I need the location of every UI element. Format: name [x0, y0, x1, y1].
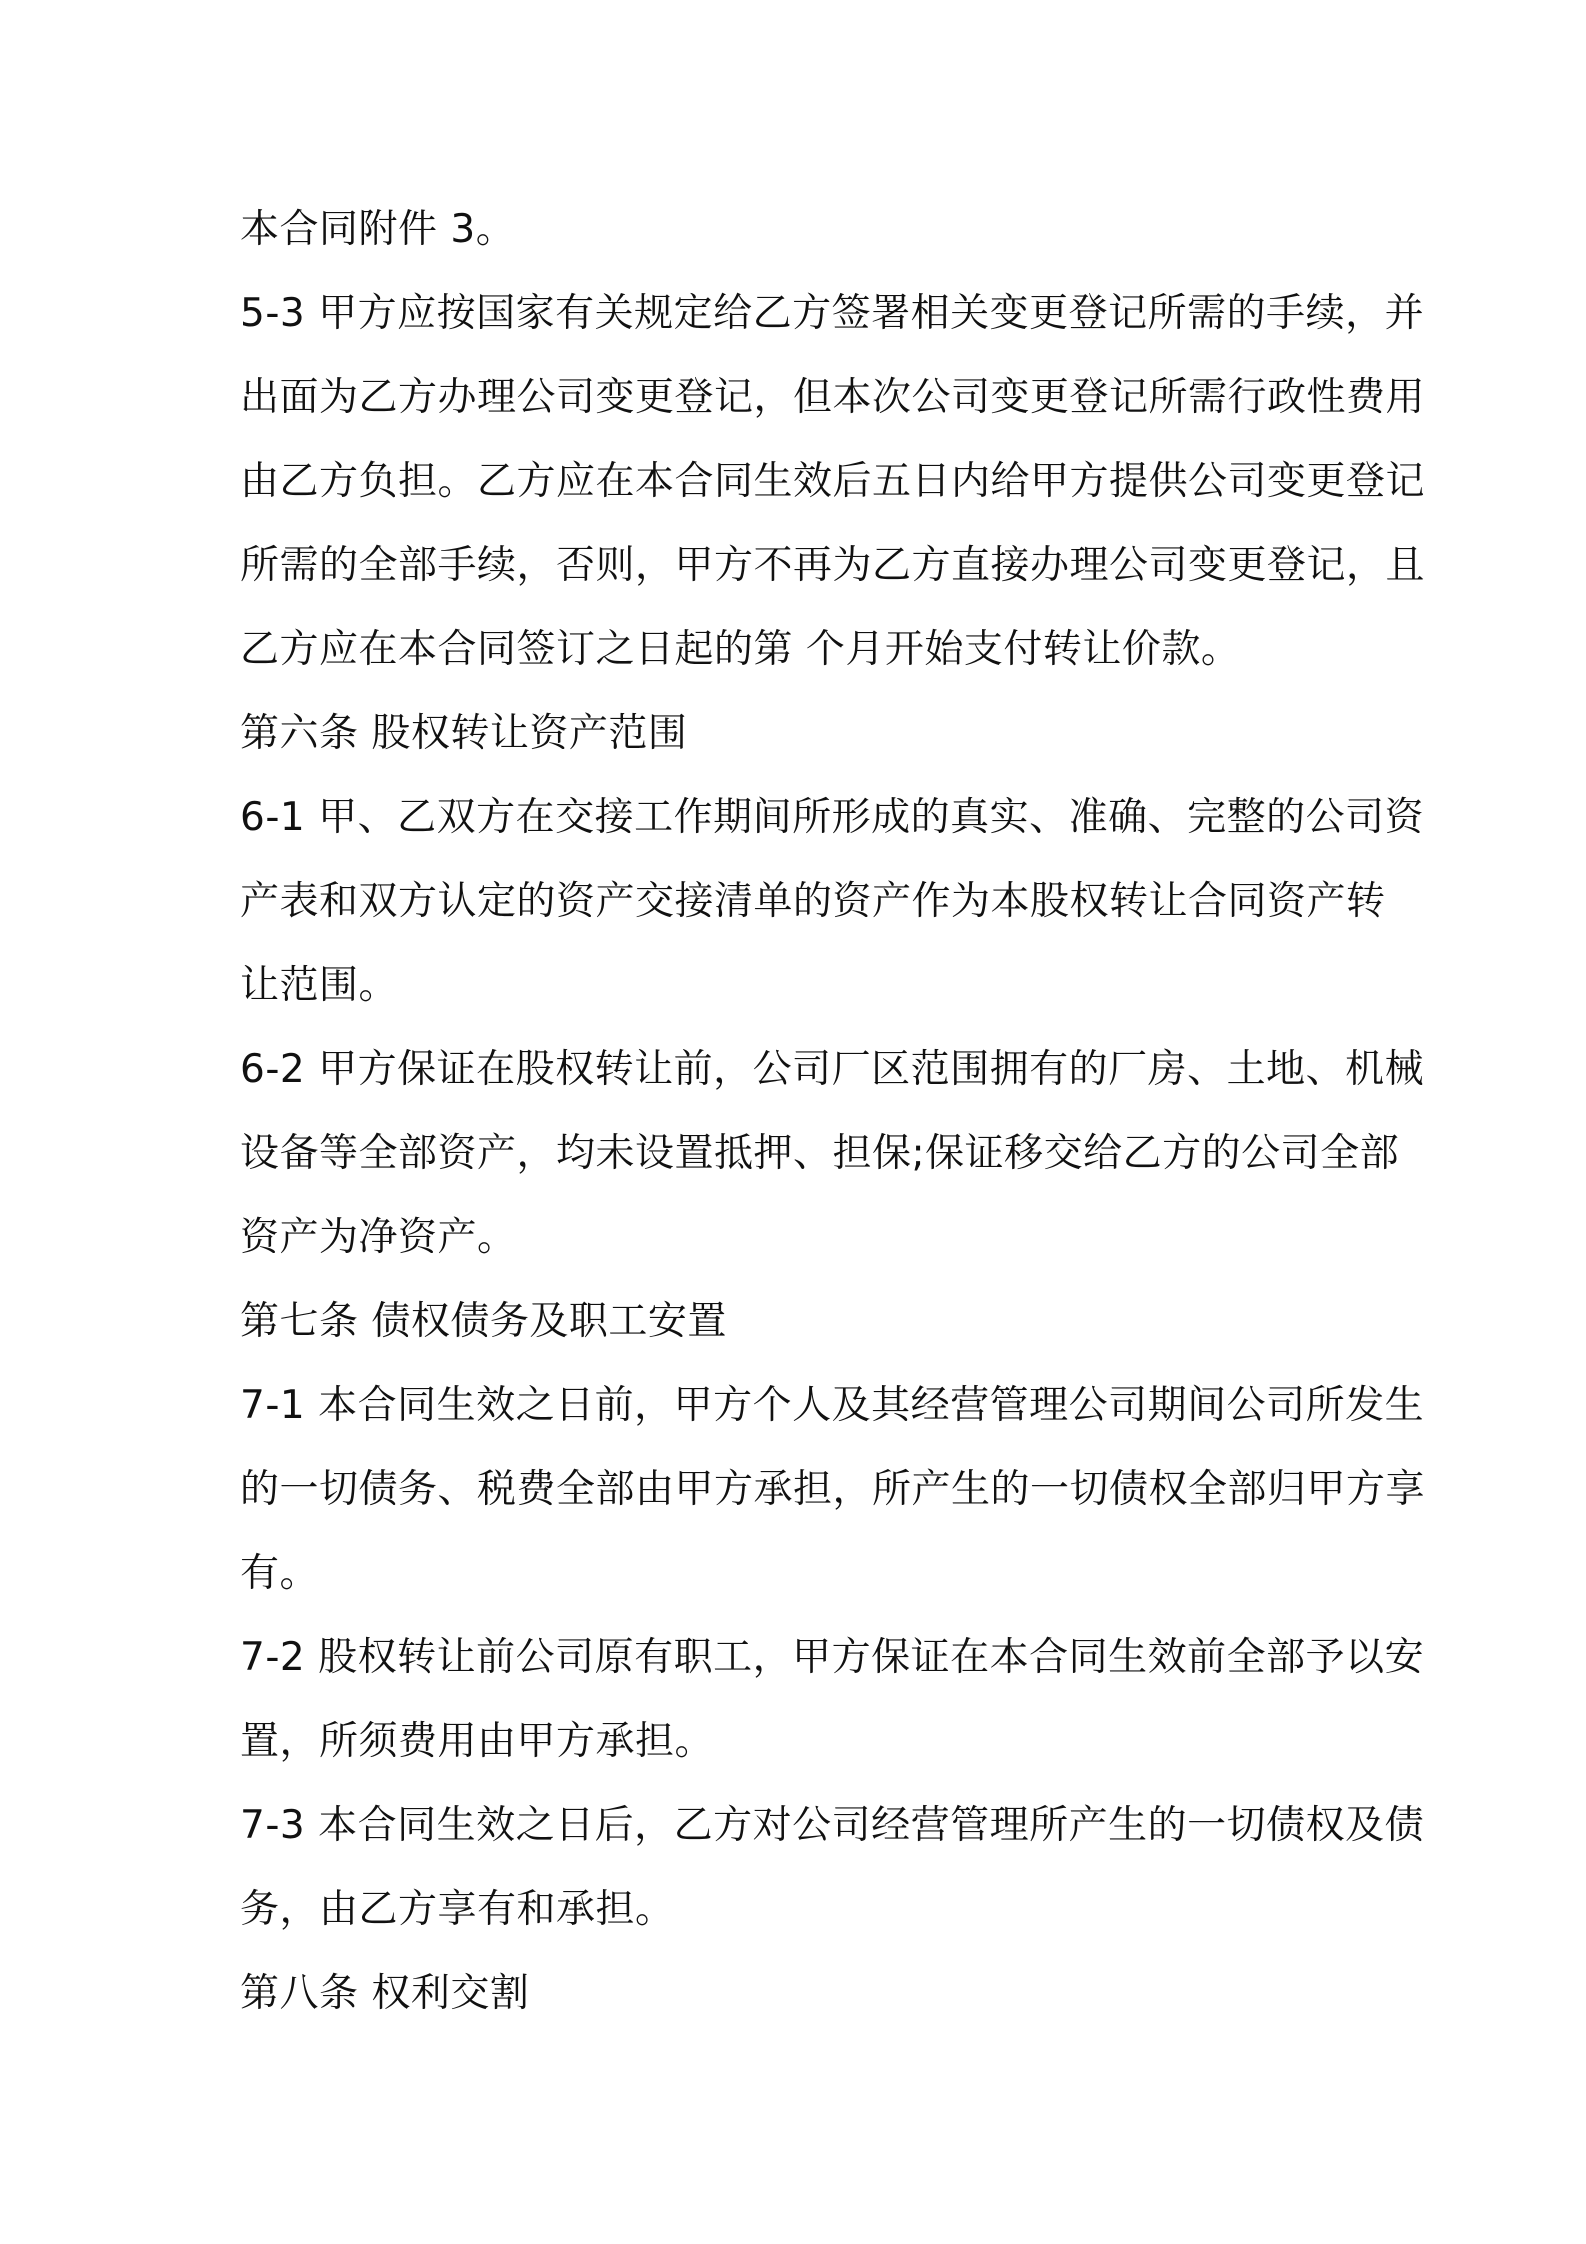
text-line: 本合同附件 3。 — [240, 207, 516, 252]
clause-6-2-line: 6-2 甲方保证在股权转让前，公司厂区范围拥有的厂房、土地、机械 — [240, 1047, 1425, 1092]
clause-6-1-line: 6-1 甲、乙双方在交接工作期间所形成的真实、准确、完整的公司资 — [240, 795, 1425, 840]
clause-6-1-line: 让范围。 — [240, 963, 399, 1008]
clause-5-3-line: 5-3 甲方应按国家有关规定给乙方签署相关变更登记所需的手续，并 — [240, 291, 1425, 336]
clause-5-3-line: 乙方应在本合同签订之日起的第 个月开始支付转让价款。 — [240, 627, 1241, 672]
clause-7-2-line: 置，所须费用由甲方承担。 — [240, 1719, 715, 1764]
clause-5-3-line: 由乙方负担。乙方应在本合同生效后五日内给甲方提供公司变更登记 — [240, 459, 1426, 504]
clause-5-3-line: 出面为乙方办理公司变更登记，但本次公司变更登记所需行政性费用 — [240, 375, 1426, 420]
clause-7-2-line: 7-2 股权转让前公司原有职工，甲方保证在本合同生效前全部予以安 — [240, 1635, 1425, 1680]
clause-6-1-line: 产表和双方认定的资产交接清单的资产作为本股权转让合同资产转 — [240, 879, 1386, 924]
clause-7-3-line: 务，由乙方享有和承担。 — [240, 1887, 675, 1932]
clause-7-3-line: 7-3 本合同生效之日后，乙方对公司经营管理所产生的一切债权及债 — [240, 1803, 1425, 1848]
clause-7-1-line: 7-1 本合同生效之日前，甲方个人及其经营管理公司期间公司所发生 — [240, 1383, 1425, 1428]
clause-6-2-line: 设备等全部资产，均未设置抵押、担保;保证移交给乙方的公司全部 — [240, 1131, 1400, 1176]
article-6-heading: 第六条 股权转让资产范围 — [240, 711, 688, 756]
clause-7-1-line: 的一切债务、税费全部由甲方承担，所产生的一切债权全部归甲方享 — [240, 1467, 1426, 1512]
clause-5-3-line: 所需的全部手续，否则，甲方不再为乙方直接办理公司变更登记，且 — [240, 543, 1426, 588]
article-8-heading: 第八条 权利交割 — [240, 1971, 530, 2016]
document-body — [240, 188, 1426, 2036]
article-7-heading: 第七条 债权债务及职工安置 — [240, 1299, 727, 1344]
clause-7-1-line: 有。 — [240, 1551, 320, 1596]
clause-6-2-line: 资产为净资产。 — [240, 1215, 517, 1260]
